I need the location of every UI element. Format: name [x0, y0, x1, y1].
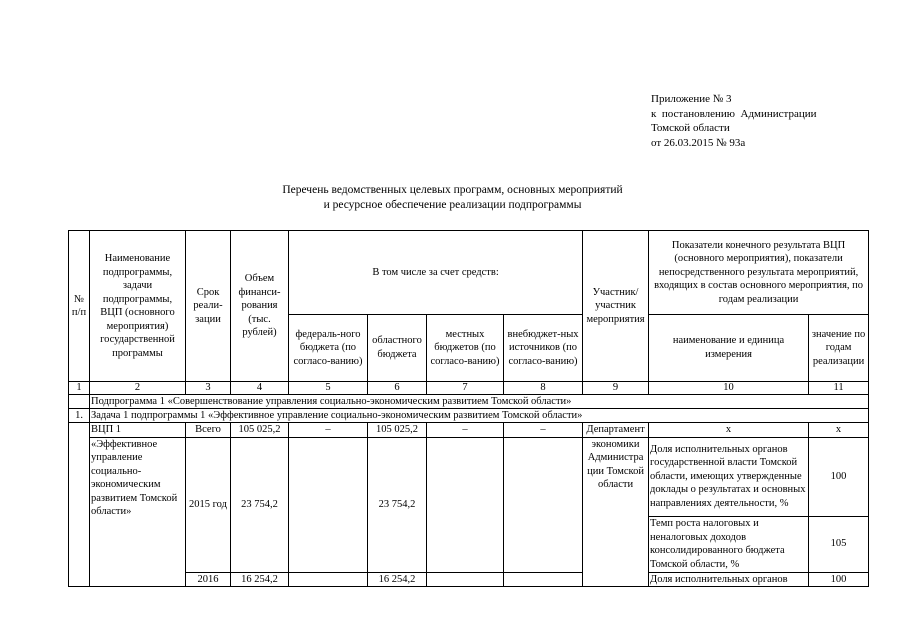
header-term: Срок реали-зации: [186, 231, 231, 382]
task-num: 1.: [69, 409, 90, 423]
header-sources-group: В том числе за счет средств:: [289, 231, 583, 315]
y2016-indicator-value: 100: [809, 572, 869, 587]
y2016-regional: 16 254,2: [368, 572, 427, 587]
column-number: 8: [504, 382, 583, 395]
column-number: 10: [649, 382, 809, 395]
subprogram-title: Подпрограмма 1 «Совершенствование управления социально-экономическим развитием Томской области»: [90, 395, 869, 409]
total-indicator-value: х: [809, 423, 869, 438]
header-name: Наименование подпрограммы, задачи подпрограммы, ВЦП (основного мероприятия) государственной программы: [90, 231, 186, 382]
header-row-1: [69, 231, 869, 315]
y2015-indicator1-value: 100: [809, 437, 869, 516]
header-indicators-group: Показатели конечного результата ВЦП (основного мероприятия), показатели непосредственного результата мероприятий, входящих в состав основного мероприятия, по годам реализации: [649, 231, 869, 315]
header-regional: областного бюджета: [368, 314, 427, 381]
y2016-volume: 16 254,2: [231, 572, 289, 587]
subprogram-row: [69, 395, 869, 409]
header-offbudget: внебюджет-ных источников (по согласо-ванию): [504, 314, 583, 381]
total-term: Всего: [186, 423, 231, 438]
header-local: местных бюджетов (по согласо-ванию): [427, 314, 504, 381]
y2015-offbudget: [504, 437, 583, 572]
participant-name: экономики Администра ции Томской области: [583, 437, 649, 587]
appendix-block: [651, 92, 817, 150]
appendix-line: от 26.03.2015 № 93а: [651, 136, 746, 149]
task-row: [69, 409, 869, 423]
total-regional: 105 025,2: [368, 423, 427, 438]
y2015-term: 2015 год: [186, 437, 231, 572]
column-number: 5: [289, 382, 368, 395]
total-offbudget: –: [504, 423, 583, 438]
title-line: Перечень ведомственных целевых программ, основных мероприятий: [282, 184, 623, 196]
appendix-line: Приложение № 3: [651, 93, 732, 105]
y2015-federal: [289, 437, 368, 572]
header-participant: Участник/ участник мероприятия: [583, 231, 649, 382]
year-2016-row: [69, 572, 869, 587]
task-title: Задача 1 подпрограммы 1 «Эффективное управление социально-экономическим развитием Томской области»: [90, 409, 869, 423]
column-number: 2: [90, 382, 186, 395]
appendix-line: к постановлению Администрации: [651, 107, 817, 120]
year-2015-row: [69, 437, 869, 516]
program-table: [68, 230, 869, 587]
participant-top: Департамент: [583, 423, 649, 438]
column-number: 6: [368, 382, 427, 395]
y2016-indicator-name: Доля исполнительных органов: [649, 572, 809, 587]
header-num: № п/п: [69, 231, 90, 382]
y2015-volume: 23 754,2: [231, 437, 289, 572]
subprogram-num-cell: [69, 395, 90, 409]
header-indicator-value: значение по годам реализации: [809, 314, 869, 381]
total-local: –: [427, 423, 504, 438]
y2016-federal: [289, 572, 368, 587]
y2016-offbudget: [504, 572, 583, 587]
column-number: 7: [427, 382, 504, 395]
vcp-title: ВЦП 1: [90, 423, 186, 438]
total-indicator-name: х: [649, 423, 809, 438]
column-number: 4: [231, 382, 289, 395]
y2015-regional: 23 754,2: [368, 437, 427, 572]
y2015-indicator1-name: Доля исполнительных органов государственной власти Томской области, имеющих утвержденные доклады о результатах и основных направлениях деятельности, %: [649, 437, 809, 516]
column-number: 3: [186, 382, 231, 395]
column-numbers-row: [69, 382, 869, 395]
header-volume: Объем финанси-рования (тыс. рублей): [231, 231, 289, 382]
y2016-term: 2016: [186, 572, 231, 587]
appendix-line: Томской области: [651, 122, 730, 134]
column-number: 1: [69, 382, 90, 395]
y2015-local: [427, 437, 504, 572]
header-indicator-name: наименование и единица измерения: [649, 314, 809, 381]
y2015-indicator2-name: Темп роста налоговых и неналоговых доходов консолидированного бюджета Томской области, %: [649, 516, 809, 572]
title-line: и ресурсное обеспечение реализации подпрограммы: [323, 199, 582, 211]
total-volume: 105 025,2: [231, 423, 289, 438]
y2016-local: [427, 572, 504, 587]
total-federal: –: [289, 423, 368, 438]
column-number: 11: [809, 382, 869, 395]
document-title: [0, 183, 905, 213]
header-federal: федераль-ного бюджета (по согласо-ванию): [289, 314, 368, 381]
vcp-num-cell: [69, 423, 90, 587]
column-number: 9: [583, 382, 649, 395]
vcp-name: «Эффективное управление социально-экономическим развитием Томской области»: [90, 437, 186, 587]
y2015-indicator2-value: 105: [809, 516, 869, 572]
total-row: [69, 423, 869, 438]
